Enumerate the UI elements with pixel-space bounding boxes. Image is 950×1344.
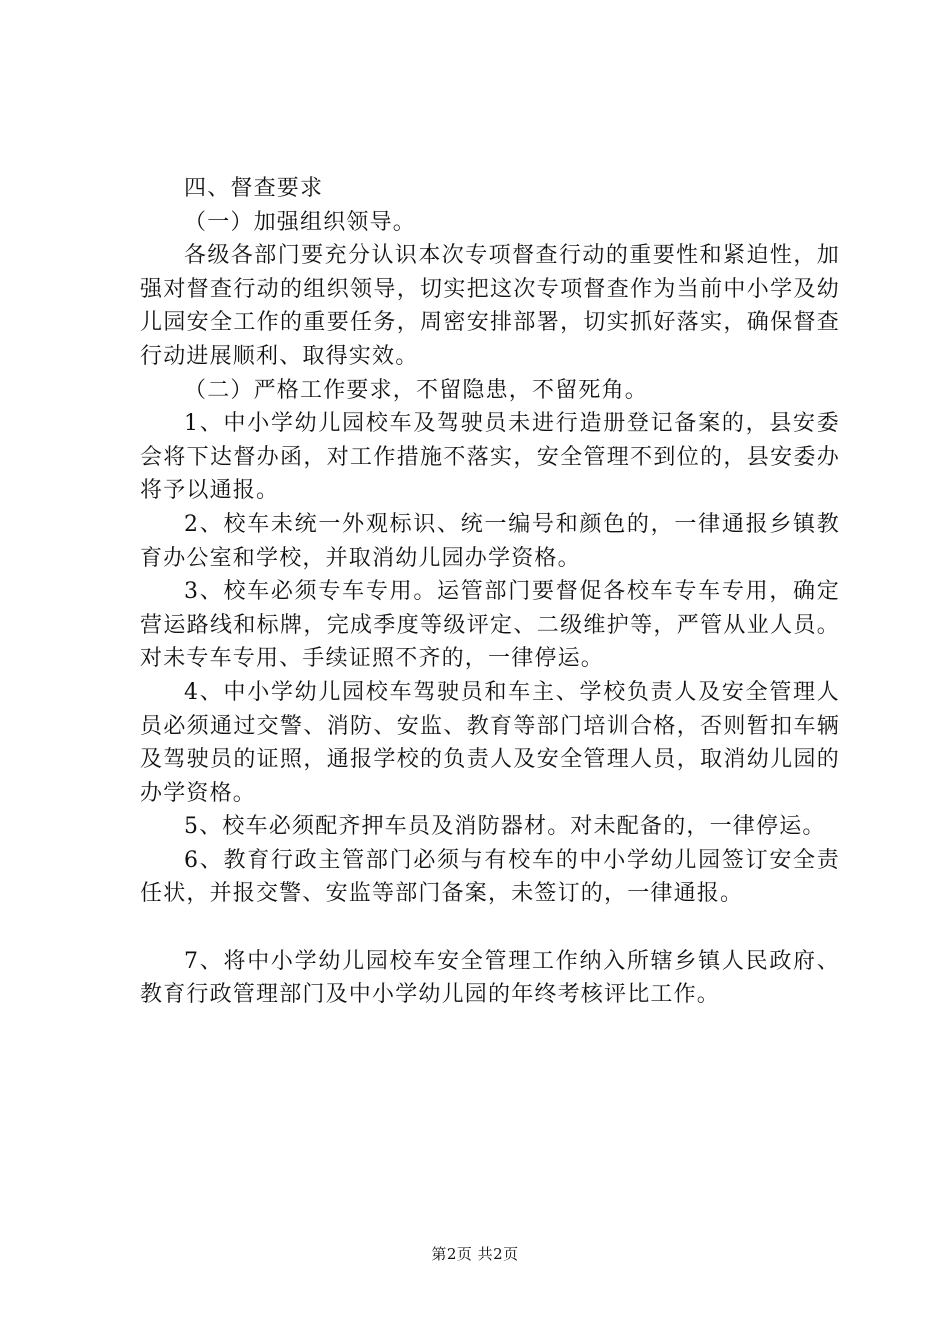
list-item-1: 1、中小学幼儿园校车及驾驶员未进行造册登记备案的，县安委会将下达督办函，对工作措施不落实，安全管理不到位的，县安委办将予以通报。 [140,411,840,504]
document-body [140,172,840,1012]
list-item-7: 7、将中小学幼儿园校车安全管理工作纳入所辖乡镇人民政府、教育行政管理部门及中小学幼儿园的年终考核评比工作。 [140,948,840,1008]
subsection-heading-2: （二）严格工作要求，不留隐患，不留死角。 [184,377,649,403]
section-heading: 四、督查要求 [184,176,324,201]
subsection-heading-1: （一）加强组织领导。 [184,209,417,235]
paragraph-spacer [140,911,840,945]
list-item-2: 2、校车未统一外观标识、统一编号和颜色的，一律通报乡镇教育办公室和学校，并取消幼儿园办学资格。 [140,511,840,571]
list-item-4: 4、中小学幼儿园校车驾驶员和车主、学校负责人及安全管理人员必须通过交警、消防、安监、教育等部门培训合格，否则暂扣车辆及驾驶员的证照，通报学校的负责人及安全管理人员，取消幼儿园的办学资格。 [140,679,840,806]
list-item-3: 3、校车必须专车专用。运管部门要督促各校车专车专用，确定营运路线和标牌，完成季度等级评定、二级维护等，严管从业人员。对未专车专用、手续证照不齐的，一律停运。 [140,579,840,672]
page-footer: 第2页 共2页 [431,1245,519,1263]
list-item-5: 5、校车必须配齐押车员及消防器材。对未配备的，一律停运。 [184,814,826,840]
list-item-6: 6、教育行政主管部门必须与有校车的中小学幼儿园签订安全责任状，并报交警、安监等部门备案，未签订的，一律通报。 [140,847,840,907]
paragraph-1: 各级各部门要充分认识本次专项督查行动的重要性和紧迫性，加强对督查行动的组织领导，切实把这次专项督查作为当前中小学及幼儿园安全工作的重要任务，周密安排部署，切实抓好落实，确保督查行动进展顺利、取得实效。 [140,243,840,369]
